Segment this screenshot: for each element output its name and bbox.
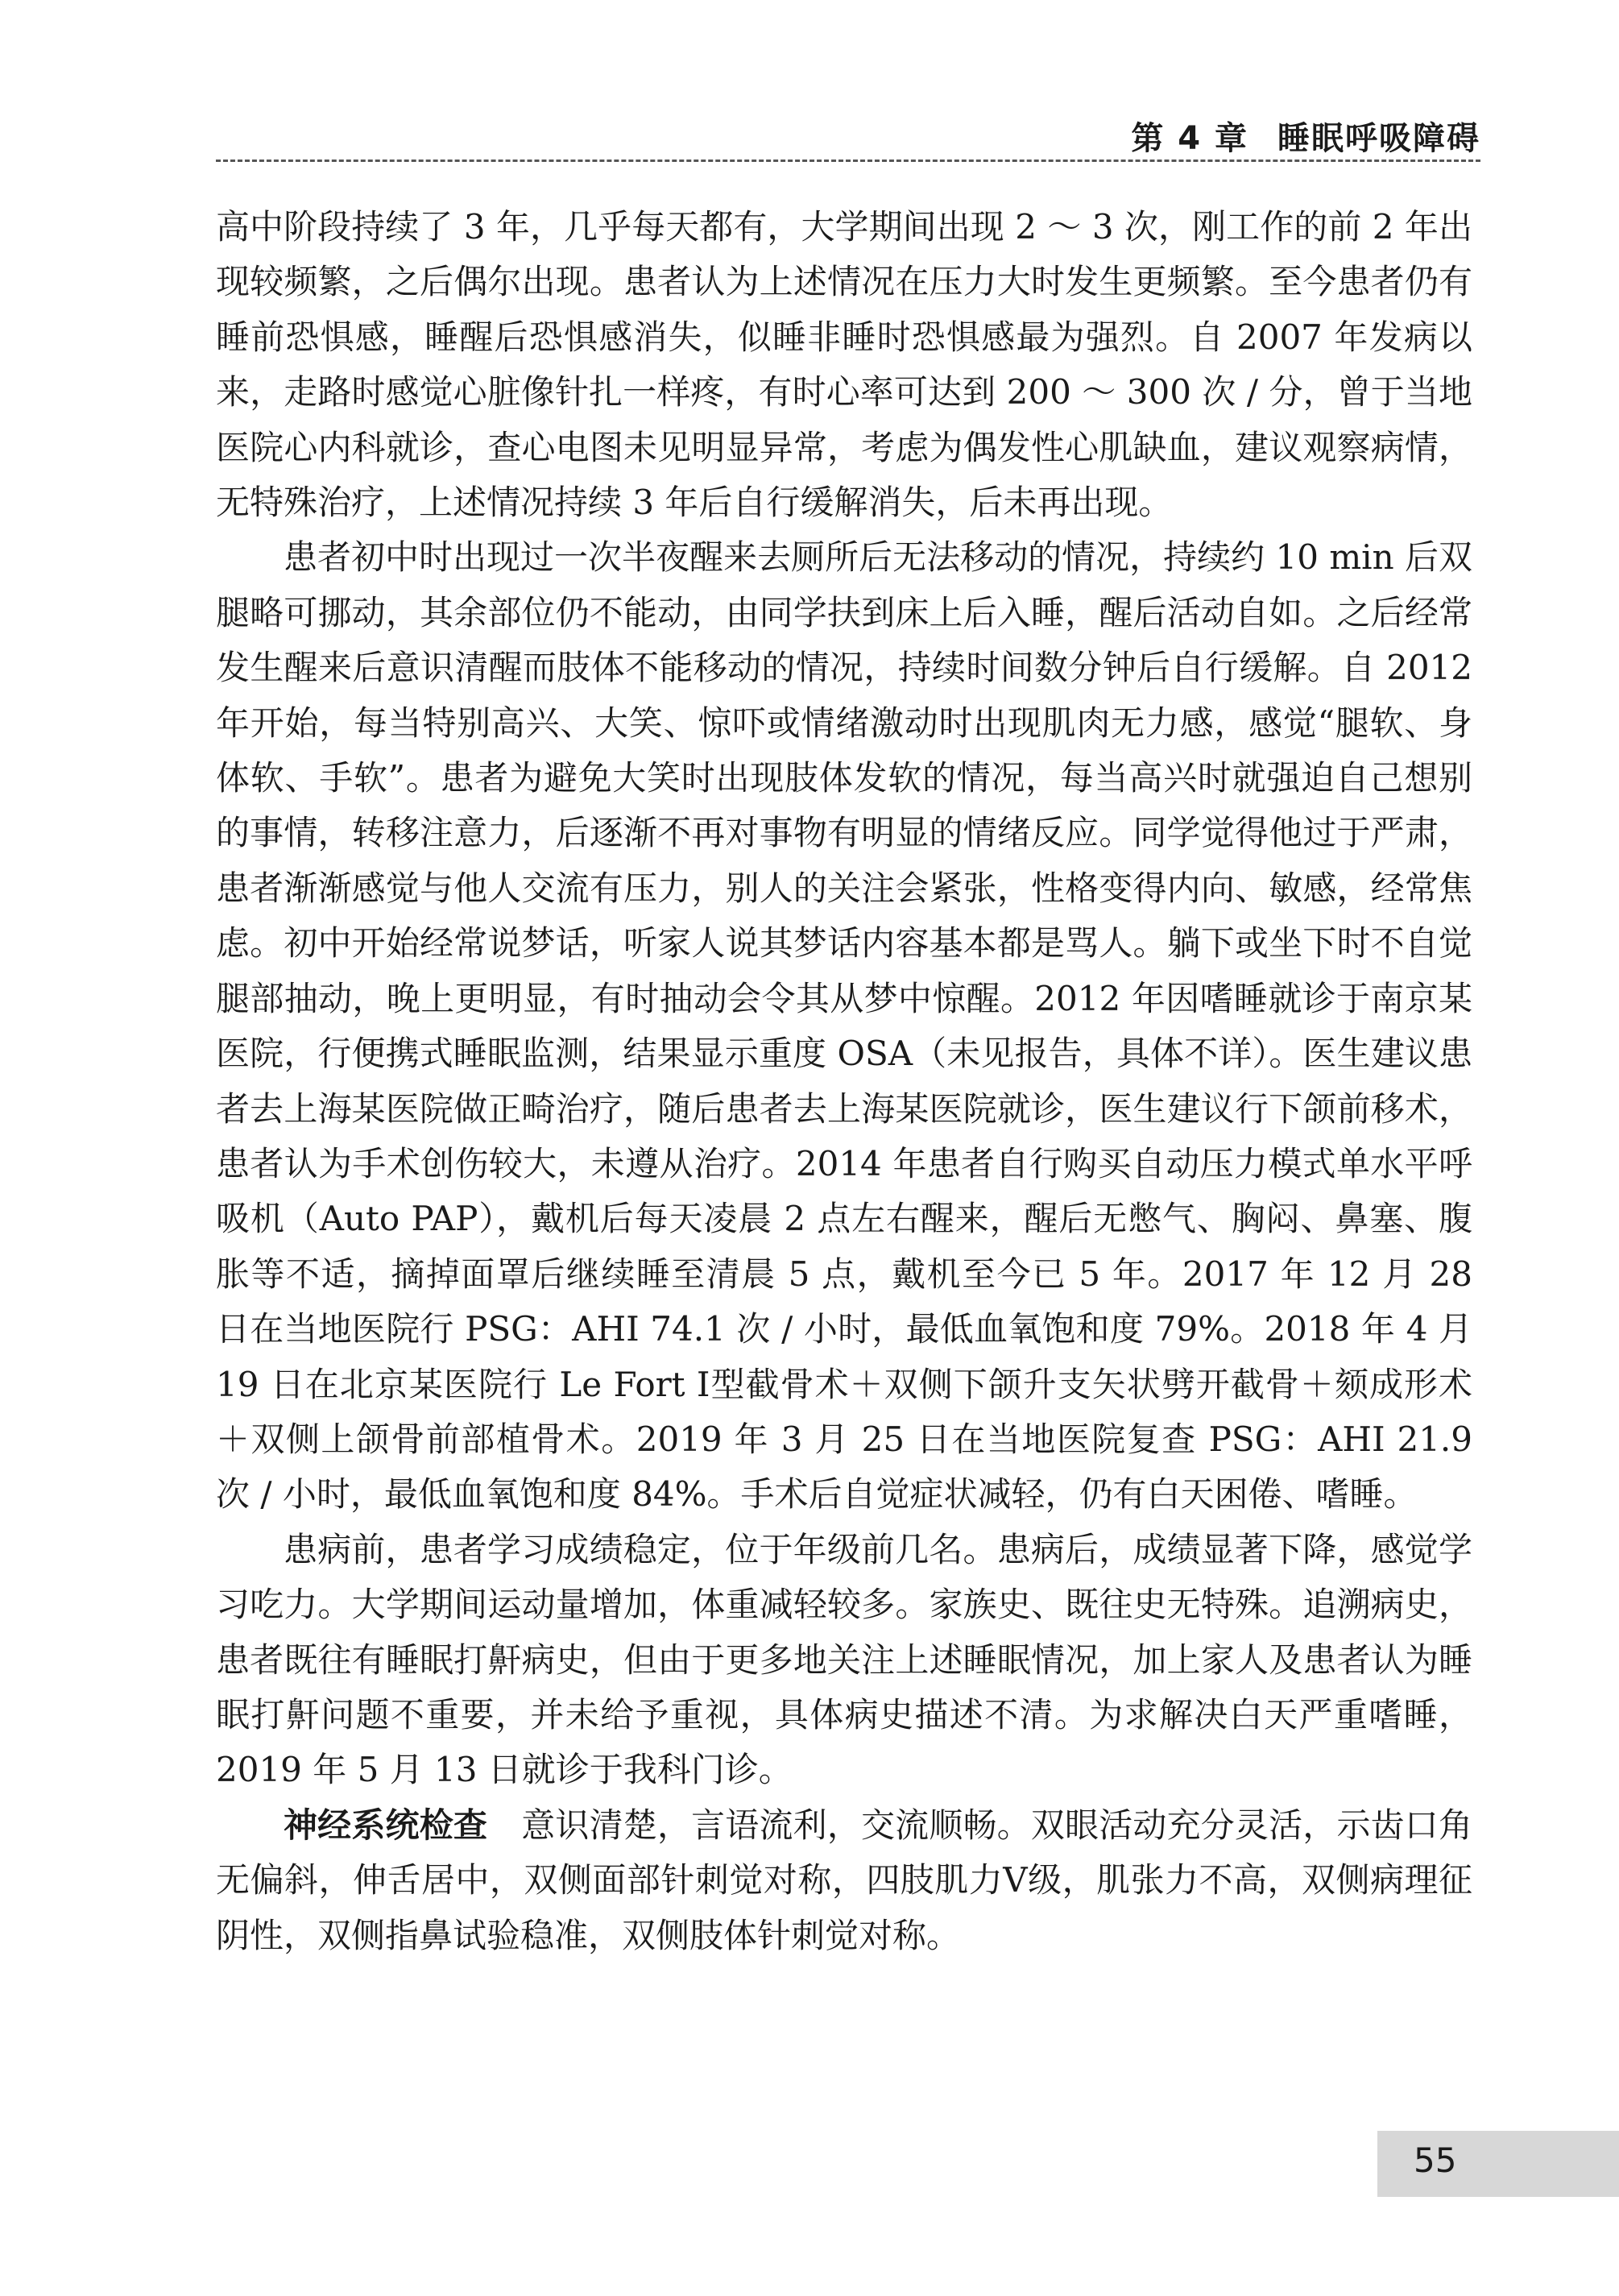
paragraph-4-text: 意识清楚，言语流利，交流顺畅。双眼活动充分灵活，示齿口角无偏斜，伸舌居中，双侧面部针刺觉对称，四肢肌力Ⅴ级，肌张力不高，双侧病理征阴性，双侧指鼻试验稳准，双侧肢体针刺觉对称。 [216, 1805, 1472, 1955]
page-number: 55 [1414, 2141, 1457, 2180]
section-lead-heading: 神经系统检查 [284, 1805, 488, 1845]
chapter-title: 睡眠呼吸障碍 [1277, 120, 1480, 157]
paragraph-4 [216, 1798, 1472, 1963]
paragraph-3: 患病前，患者学习成绩稳定，位于年级前几名。患病后，成绩显著下降，感觉学习吃力。大学期间运动量增加，体重减轻较多。家族史、既往史无特殊。追溯病史，患者既往有睡眠打鼾病史，但由于更多地关注上述睡眠情况，加上家人及患者认为睡眠打鼾问题不重要，并未给予重视，具体病史描述不清。为求解决白天严重嗜睡，2019 年 5 月 13 日就诊于我科门诊。 [216, 1529, 1472, 1790]
header-divider [216, 160, 1480, 162]
paragraph-1: 高中阶段持续了 3 年，几乎每天都有，大学期间出现 2 ～ 3 次，刚工作的前 2 年出现较频繁，之后偶尔出现。患者认为上述情况在压力大时发生更频繁。至今患者仍有睡前恐惧感，睡醒后恐惧感消失，似睡非睡时恐惧感最为强烈。自 2007 年发病以来，走路时感觉心脏像针扎一样疼，有时心率可达到 200 ～ 300 次 / 分，曾于当地医院心内科就诊，查心电图未见明显异常，考虑为偶发性心肌缺血，建议观察病情，无特殊治疗，上述情况持续 3 年后自行缓解消失，后未再出现。 [216, 207, 1472, 523]
running-header [1131, 113, 1480, 159]
body-text [216, 200, 1472, 1963]
chapter-number: 第 4 章 [1131, 120, 1248, 157]
paragraph-2: 患者初中时出现过一次半夜醒来去厕所后无法移动的情况，持续约 10 min 后双腿略可挪动，其余部位仍不能动，由同学扶到床上后入睡，醒后活动自如。之后经常发生醒来后意识清醒而肢体不能移动的情况，持续时间数分钟后自行缓解。自 2012 年开始，每当特别高兴、大笑、惊吓或情绪激动时出现肌肉无力感，感觉“腿软、身体软、手软”。患者为避免大笑时出现肢体发软的情况，每当高兴时就强迫自己想别的事情，转移注意力，后逐渐不再对事物有明显的情绪反应。同学觉得他过于严肃，患者渐渐感觉与他人交流有压力，别人的关注会紧张，性格变得内向、敏感，经常焦虑。初中开始经常说梦话，听家人说其梦话内容基本都是骂人。躺下或坐下时不自觉腿部抽动，晚上更明显，有时抽动会令其从梦中惊醒。2012 年因嗜睡就诊于南京某医院，行便携式睡眠监测，结果显示重度 OSA（未见报告，具体不详）。医生建议患者去上海某医院做正畸治疗，随后患者去上海某医院就诊，医生建议行下颌前移术，患者认为手术创伤较大，未遵从治疗。2014 年患者自行购买自动压力模式单水平呼吸机（Auto PAP），戴机后每天凌晨 2 点左右醒来，醒后无憋气、胸闷、鼻塞、腹胀等不适，摘掉面罩后继续睡至清晨 5 点，戴机至今已 5 年。2017 年 12 月 28 日在当地医院行 PSG：AHI 74.1 次 / 小时，最低血氧饱和度 79%。2018 年 4 月 19 日在北京某医院行 Le Fort Ⅰ型截骨术＋双侧下颌升支矢状劈开截骨＋颏成形术＋双侧上颌骨前部植骨术。2019 年 3 月 25 日在当地医院复查 PSG：AHI 21.9 次 / 小时，最低血氧饱和度 84%。手术后自觉症状减轻，仍有白天困倦、嗜睡。 [216, 537, 1472, 1515]
page-number-band [1377, 2131, 1619, 2197]
